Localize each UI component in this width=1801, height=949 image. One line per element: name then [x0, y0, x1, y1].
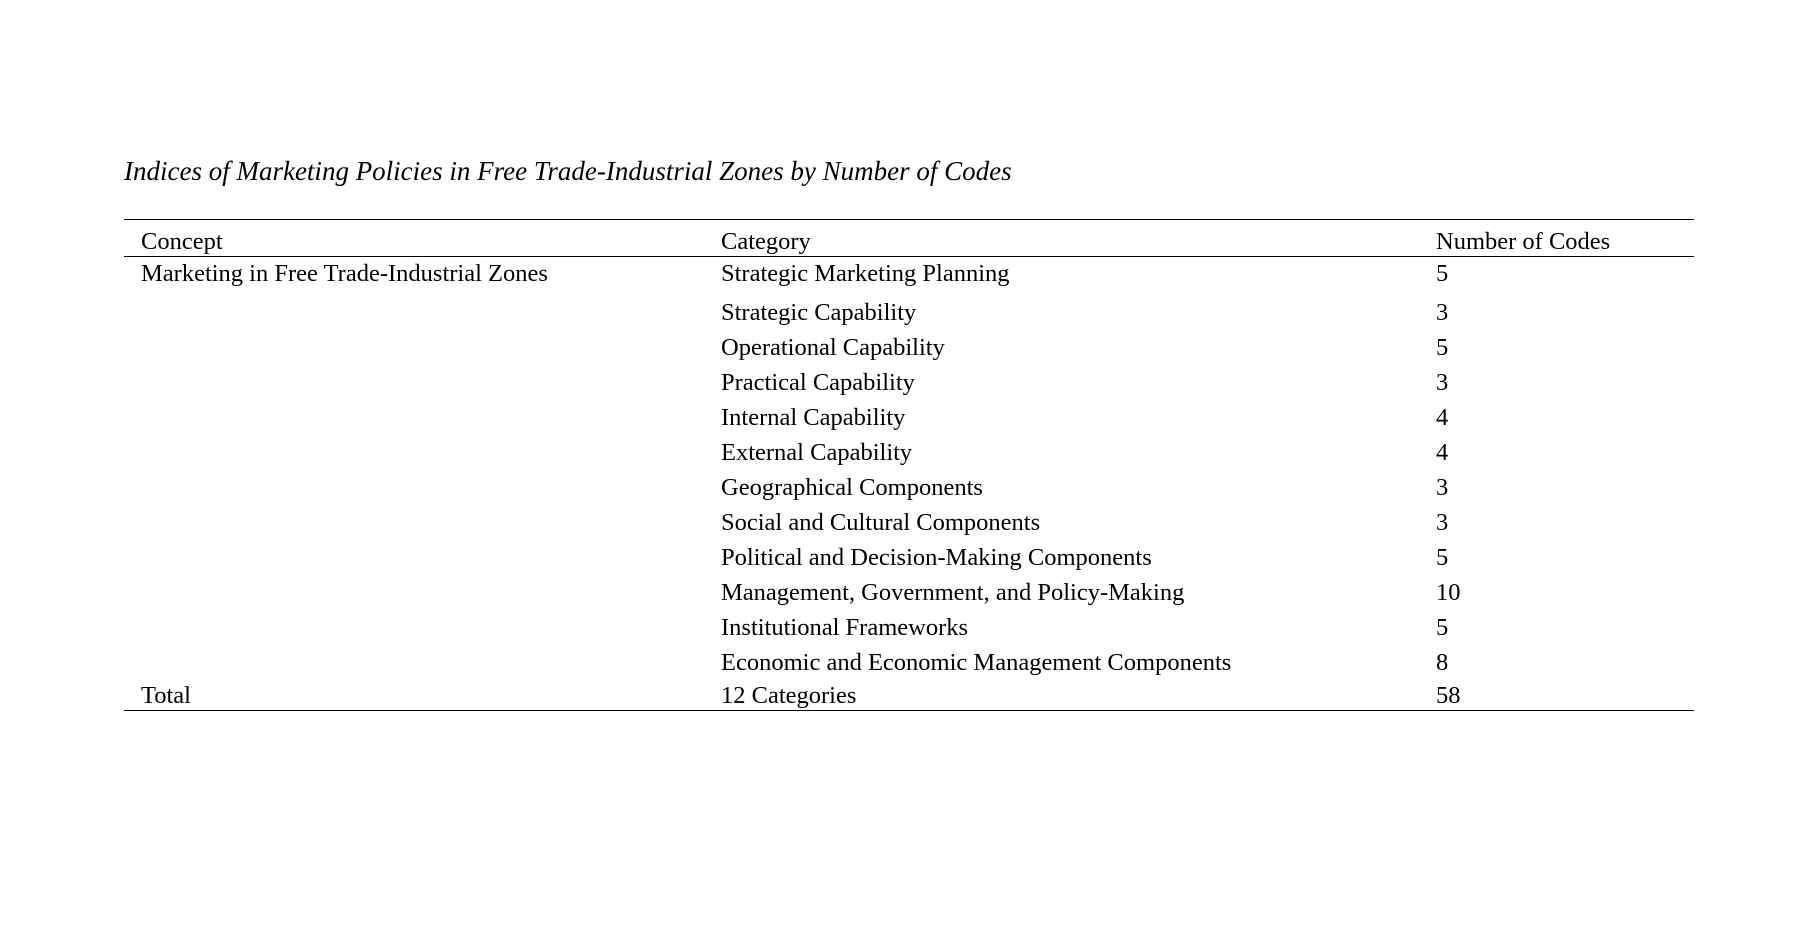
- cell-concept: [124, 467, 704, 502]
- cell-concept: [124, 642, 704, 677]
- table-row: [124, 327, 1694, 362]
- cell-codes: 4: [1436, 438, 1449, 466]
- cell-codes: 4: [1436, 403, 1449, 431]
- codes-table: [124, 219, 1694, 711]
- cell-codes: 5: [1436, 260, 1449, 288]
- cell-codes: 3: [1436, 298, 1449, 326]
- table-row: [124, 642, 1694, 677]
- table-row: [124, 292, 1694, 327]
- cell-category: Practical Capability: [721, 368, 915, 396]
- cell-codes: 3: [1436, 508, 1449, 536]
- table-row: [124, 572, 1694, 607]
- cell-category: Geographical Components: [721, 473, 983, 501]
- table-row: [124, 362, 1694, 397]
- cell-concept: [124, 607, 704, 642]
- table-footer: [124, 677, 1694, 711]
- cell-category: Operational Capability: [721, 333, 945, 361]
- table-row: [124, 502, 1694, 537]
- cell-category: Strategic Marketing Planning: [721, 260, 1010, 288]
- total-codes: 58: [1436, 682, 1461, 709]
- cell-concept: Marketing in Free Trade-Industrial Zones: [141, 260, 548, 288]
- cell-concept: [124, 397, 704, 432]
- cell-codes: 5: [1436, 613, 1449, 641]
- total-categories: 12 Categories: [721, 682, 857, 709]
- header-category: Category: [721, 228, 811, 255]
- cell-concept: [124, 327, 704, 362]
- cell-category: Social and Cultural Components: [721, 508, 1041, 536]
- cell-concept: [124, 362, 704, 397]
- cell-category: Management, Government, and Policy-Making: [721, 578, 1185, 606]
- cell-codes: 3: [1436, 368, 1449, 396]
- cell-category: Political and Decision-Making Components: [721, 543, 1152, 571]
- cell-category: Institutional Frameworks: [721, 613, 969, 641]
- table-header: [124, 220, 1694, 257]
- cell-concept: [124, 572, 704, 607]
- header-row: [124, 220, 1694, 257]
- cell-concept: [124, 432, 704, 467]
- cell-category: Economic and Economic Management Components: [721, 648, 1232, 676]
- cell-codes: 3: [1436, 473, 1449, 501]
- cell-concept: [124, 502, 704, 537]
- cell-codes: 8: [1436, 648, 1449, 676]
- table-body: [124, 257, 1694, 677]
- table-row: [124, 397, 1694, 432]
- header-number-of-codes: Number of Codes: [1436, 228, 1611, 255]
- header-concept: Concept: [141, 228, 223, 255]
- cell-category: External Capability: [721, 438, 913, 466]
- table-row: [124, 257, 1694, 292]
- cell-category: Internal Capability: [721, 403, 906, 431]
- total-label: Total: [141, 682, 191, 709]
- cell-codes: 5: [1436, 333, 1449, 361]
- table-row: [124, 467, 1694, 502]
- cell-codes: 5: [1436, 543, 1449, 571]
- cell-concept: [124, 537, 704, 572]
- cell-codes: 10: [1436, 578, 1461, 606]
- table-row: [124, 607, 1694, 642]
- cell-category: Strategic Capability: [721, 298, 917, 326]
- table-row: [124, 537, 1694, 572]
- cell-concept: [124, 292, 704, 327]
- table-row: [124, 432, 1694, 467]
- table-caption: Indices of Marketing Policies in Free Trade-Industrial Zones by Number of Codes: [124, 156, 1012, 186]
- total-row: [124, 677, 1694, 711]
